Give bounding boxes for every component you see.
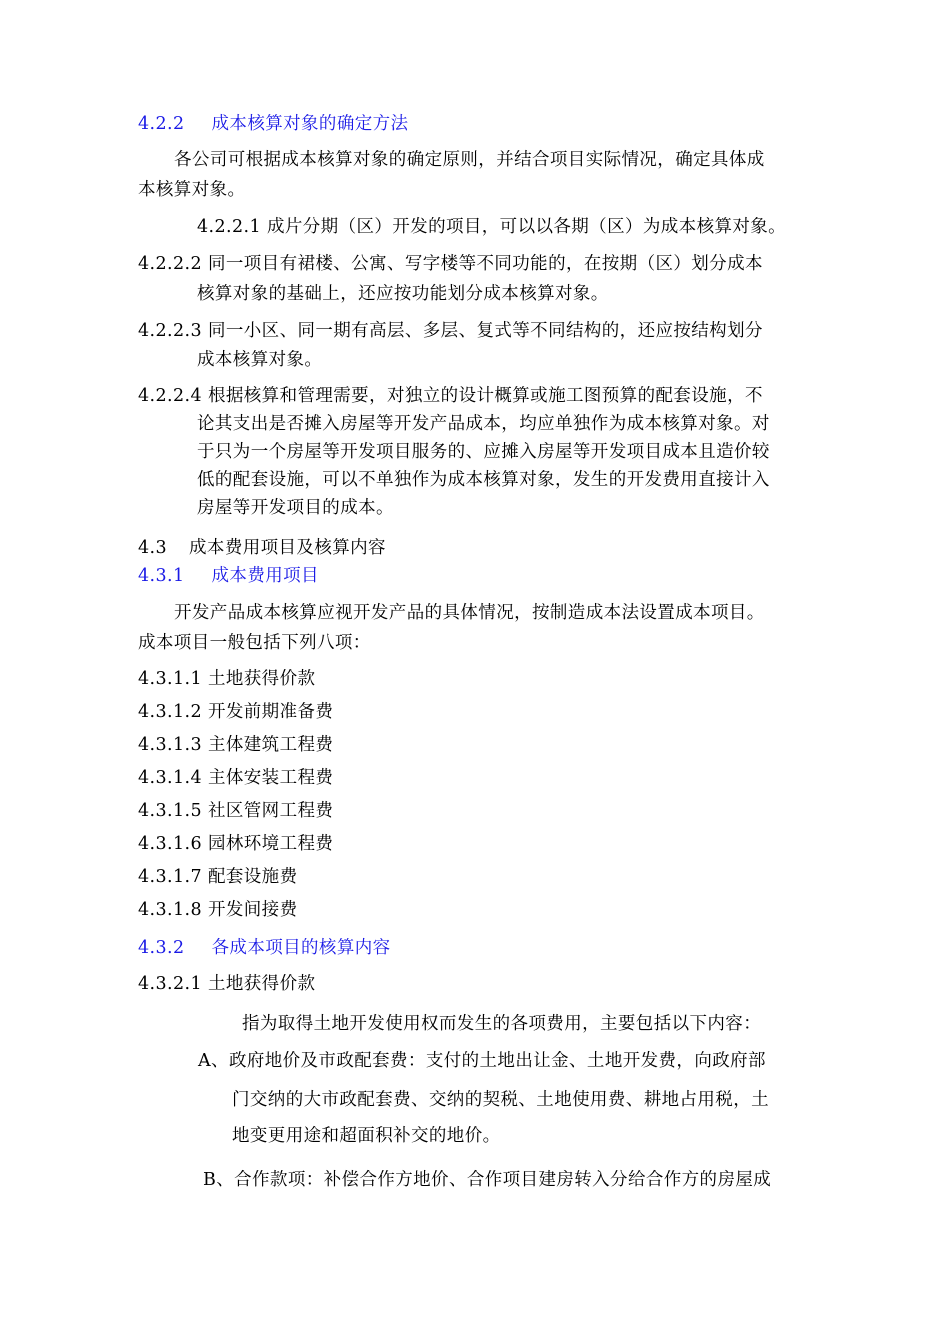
paragraph-line: 成本项目一般包括下列八项： — [138, 633, 371, 653]
subheading: 4.3.2.1 土地获得价款 — [138, 974, 316, 994]
item-a: A、政府地价及市政配套费：支付的土地出让金、土地开发费，向政府部 — [198, 1051, 766, 1071]
paragraph-line: 开发产品成本核算应视开发产品的具体情况，按制造成本法设置成本项目。 — [174, 603, 765, 623]
paragraph-line: 指为取得土地开发使用权而发生的各项费用，主要包括以下内容： — [242, 1014, 762, 1034]
list-item-continuation: 于只为一个房屋等开发项目服务的、应摊入房屋等开发项目成本且造价较 — [197, 442, 770, 462]
paragraph-line: 各公司可根据成本核算对象的确定原则，并结合项目实际情况，确定具体成 — [174, 150, 765, 170]
item-a-continuation: 门交纳的大市政配套费、交纳的契税、土地使用费、耕地占用税，土 — [232, 1090, 769, 1110]
list-item: 4.3.1.6 园林环境工程费 — [138, 834, 334, 854]
list-item-continuation: 成本核算对象。 — [197, 350, 323, 370]
list-item: 4.3.1.3 主体建筑工程费 — [138, 735, 334, 755]
list-item: 4.2.2.3 同一小区、同一期有高层、多层、复式等不同结构的，还应按结构划分 — [138, 321, 763, 341]
list-item: 4.3.1.7 配套设施费 — [138, 867, 298, 887]
list-item: 4.3.1.1 土地获得价款 — [138, 669, 316, 689]
heading-4-3-2 — [138, 937, 391, 959]
list-item-continuation: 低的配套设施，可以不单独作为成本核算对象，发生的开发费用直接计入 — [197, 470, 770, 490]
list-item: 4.3.1.8 开发间接费 — [138, 900, 298, 920]
heading-number: 4.3.1 — [138, 566, 185, 586]
paragraph-line: 本核算对象。 — [138, 180, 246, 200]
list-item: 4.2.2.2 同一项目有裙楼、公寓、写字楼等不同功能的，在按期（区）划分成本 — [138, 254, 763, 274]
list-item-continuation: 核算对象的基础上，还应按功能划分成本核算对象。 — [197, 284, 609, 304]
heading-number: 4.3 — [138, 538, 168, 558]
list-item: 4.2.2.4 根据核算和管理需要，对独立的设计概算或施工图预算的配套设施，不 — [138, 386, 763, 406]
list-item: 4.3.1.2 开发前期准备费 — [138, 702, 334, 722]
list-item: 4.3.1.4 主体安装工程费 — [138, 768, 334, 788]
heading-title: 成本费用项目及核算内容 — [189, 538, 386, 558]
heading-number: 4.2.2 — [138, 114, 185, 134]
heading-number: 4.3.2 — [138, 938, 185, 958]
heading-4-3 — [138, 537, 386, 559]
list-item-continuation: 论其支出是否摊入房屋等开发产品成本，均应单独作为成本核算对象。对 — [197, 414, 770, 434]
heading-title: 各成本项目的核算内容 — [211, 938, 391, 958]
item-a-continuation: 地变更用途和超面积补交的地价。 — [232, 1126, 501, 1146]
heading-4-3-1 — [138, 565, 319, 587]
heading-4-2-2 — [138, 113, 408, 135]
heading-title: 成本核算对象的确定方法 — [211, 114, 409, 134]
list-item-continuation: 房屋等开发项目的成本。 — [197, 498, 394, 518]
list-item: 4.3.1.5 社区管网工程费 — [138, 801, 334, 821]
heading-title: 成本费用项目 — [211, 566, 319, 586]
list-item: 4.2.2.1 成片分期（区）开发的项目，可以以各期（区）为成本核算对象。 — [197, 217, 787, 237]
item-b: B、合作款项：补偿合作方地价、合作项目建房转入分给合作方的房屋成 — [203, 1170, 772, 1190]
